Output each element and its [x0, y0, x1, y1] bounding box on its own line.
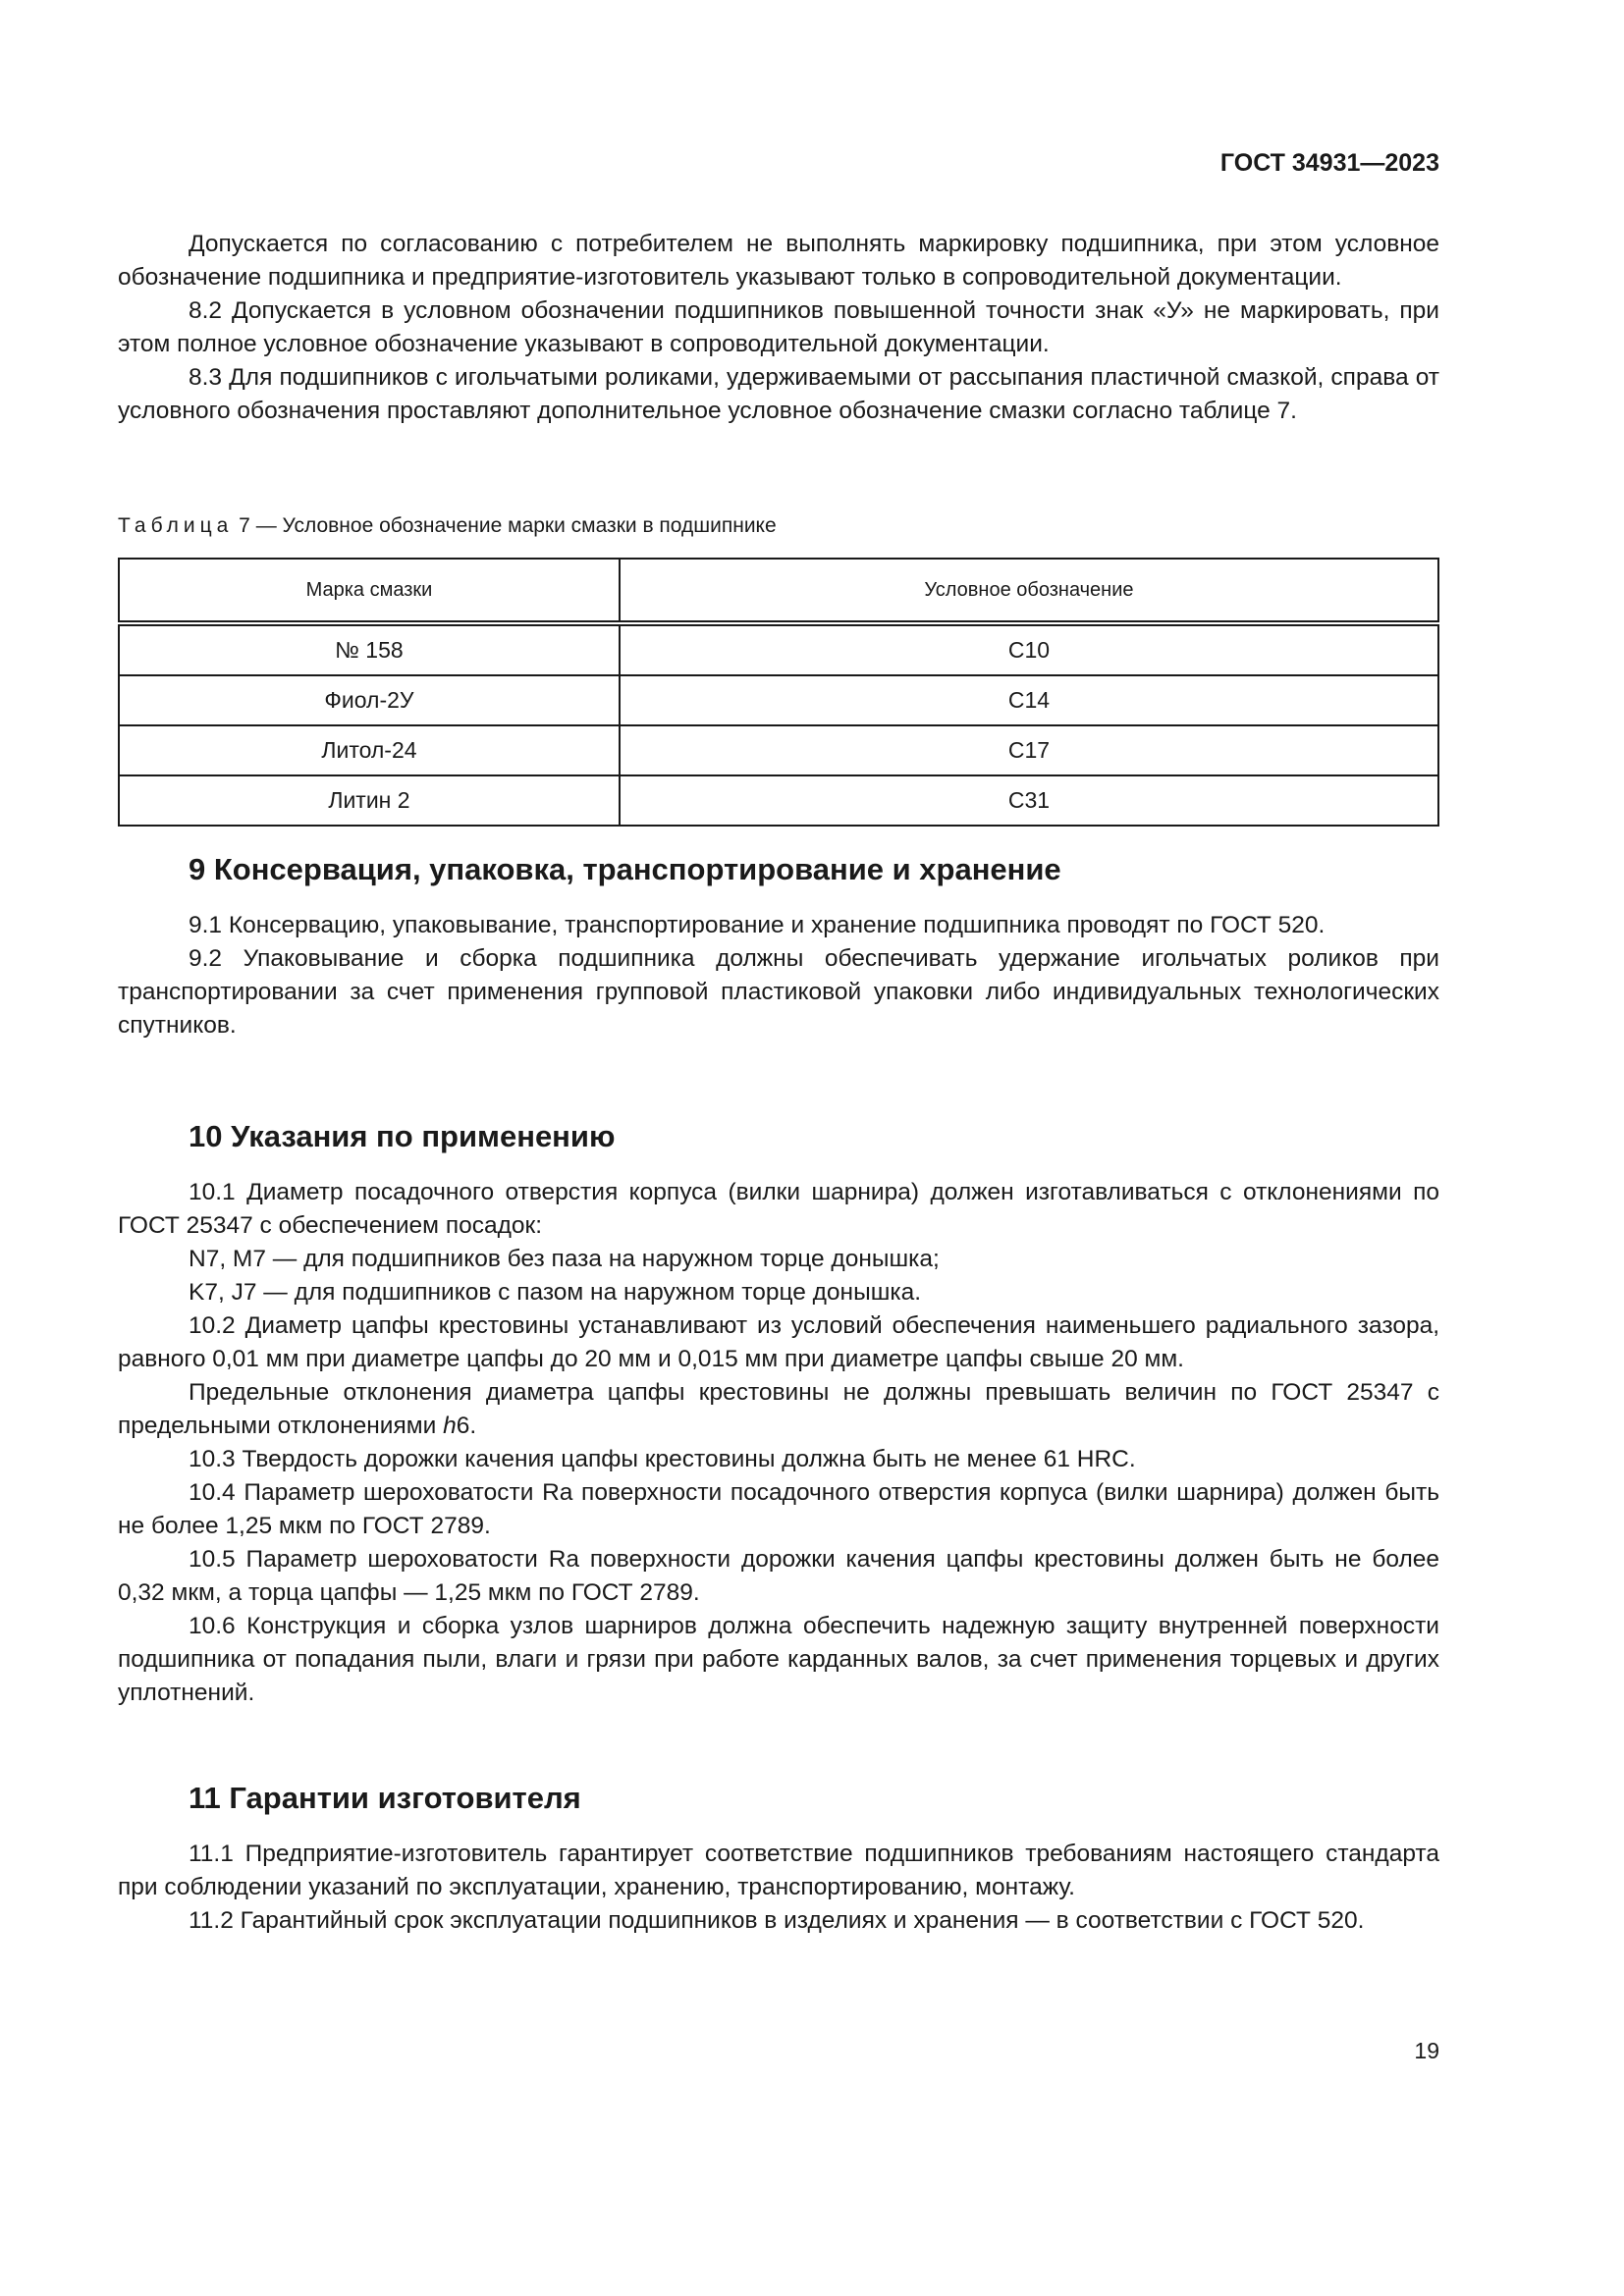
table-cell: № 158 [119, 623, 620, 675]
paragraph: 10.4 Параметр шероховатости Ra поверхности посадочного отверстия корпуса (вилки шарнира) должен быть не более 1,25 мкм по ГОСТ 2789. [118, 1479, 1439, 1539]
page-number: 19 [1414, 2038, 1439, 2063]
table-header-row [119, 559, 1438, 623]
section-heading: 9 Консервация, упаковка, транспортирование и хранение [189, 852, 1061, 886]
table-row [119, 623, 1438, 675]
paragraph: Допускается по согласованию с потребителем не выполнять маркировку подшипника, при этом условное обозначение подшипника и предприятие-изготовитель указывают только в сопроводительной документации. [118, 231, 1439, 291]
table-cell: С14 [620, 675, 1438, 725]
table-cell: С17 [620, 725, 1438, 775]
section-9 [118, 852, 1439, 1042]
table-cell: Литол-24 [119, 725, 620, 775]
paragraph: 10.6 Конструкция и сборка узлов шарниров должна обеспечить надежную защиту внутренней поверхности подшипника от попадания пыли, влаги и грязи при работе карданных валов, за счет применения торцевых и других уплотнений. [118, 1613, 1439, 1706]
paragraph: 10.1 Диаметр посадочного отверстия корпуса (вилки шарнира) должен изготавливаться с отклонениями по ГОСТ 25347 с обеспечением посадок: [118, 1179, 1439, 1239]
paragraph-8-3: 8.3 Для подшипников с игольчатыми роликами, удерживаемыми от рассыпания пластичной смазкой, справа от условного обозначения проставляют дополнительное условное обозначение смазки согласно таблице 7. [118, 364, 1439, 424]
table-caption-text: 7 — Условное обозначение марки смазки в подшипнике [233, 514, 777, 537]
section-heading: 10 Указания по применению [189, 1119, 616, 1153]
section-10 [118, 1119, 1439, 1710]
column-header: Условное обозначение [620, 559, 1438, 623]
table-row [119, 675, 1438, 725]
table-cell: Фиол-2У [119, 675, 620, 725]
paragraph-8-2: 8.2 Допускается в условном обозначении подшипников повышенной точности знак «У» не маркировать, при этом полное условное обозначение указывают в сопроводительной документации. [118, 297, 1439, 357]
tolerance-symbol: h [443, 1413, 457, 1439]
section-8-continuation [118, 228, 1439, 428]
table-cell: С31 [620, 775, 1438, 826]
table-row [119, 725, 1438, 775]
paragraph: N7, M7 — для подшипников без паза на наружном торце донышка; [189, 1246, 940, 1272]
paragraph: 11.2 Гарантийный срок эксплуатации подшипников в изделиях и хранения — в соответствии с ГОСТ 520. [189, 1907, 1365, 1934]
paragraph: 9.1 Консервацию, упаковывание, транспортирование и хранение подшипника проводят по ГОСТ 520. [189, 912, 1326, 938]
table-row [119, 775, 1438, 826]
column-header: Марка смазки [119, 559, 620, 623]
paragraph: 10.3 Твердость дорожки качения цапфы крестовины должна быть не менее 61 HRC. [189, 1446, 1136, 1472]
text: Предельные отклонения диаметра цапфы крестовины не должны превышать величин по ГОСТ 25347 с предельными отклонениями [118, 1379, 1439, 1439]
section-11 [118, 1781, 1439, 1938]
paragraph: K7, J7 — для подшипников с пазом на наружном торце донышка. [189, 1279, 922, 1306]
table-cell: Литин 2 [119, 775, 620, 826]
section-heading: 11 Гарантии изготовителя [189, 1781, 581, 1815]
lubricant-table [118, 558, 1439, 827]
table-cell: С10 [620, 623, 1438, 675]
paragraph [118, 1376, 1439, 1443]
document-id-header: ГОСТ 34931—2023 [1219, 149, 1439, 177]
paragraph: 11.1 Предприятие-изготовитель гарантирует соответствие подшипников требованиям настоящего стандарта при соблюдении указаний по эксплуатации, хранению, транспортированию, монтажу. [118, 1841, 1439, 1900]
text: 6. [456, 1413, 477, 1439]
paragraph: 9.2 Упаковывание и сборка подшипника должны обеспечивать удержание игольчатых роликов при транспортировании за счет применения групповой пластиковой упаковки либо индивидуальных технологических спутников. [118, 945, 1439, 1039]
paragraph: 10.5 Параметр шероховатости Ra поверхности дорожки качения цапфы крестовины должен быть не более 0,32 мкм, а торца цапфы — 1,25 мкм по ГОСТ 2789. [118, 1546, 1439, 1606]
table-caption-label: Таблица [118, 514, 234, 537]
paragraph: 10.2 Диаметр цапфы крестовины устанавливают из условий обеспечения наименьшего радиального зазора, равного 0,01 мм при диаметре цапфы до 20 мм и 0,015 мм при диаметре цапфы свыше 20 мм. [118, 1312, 1439, 1372]
table-caption [118, 514, 1439, 538]
